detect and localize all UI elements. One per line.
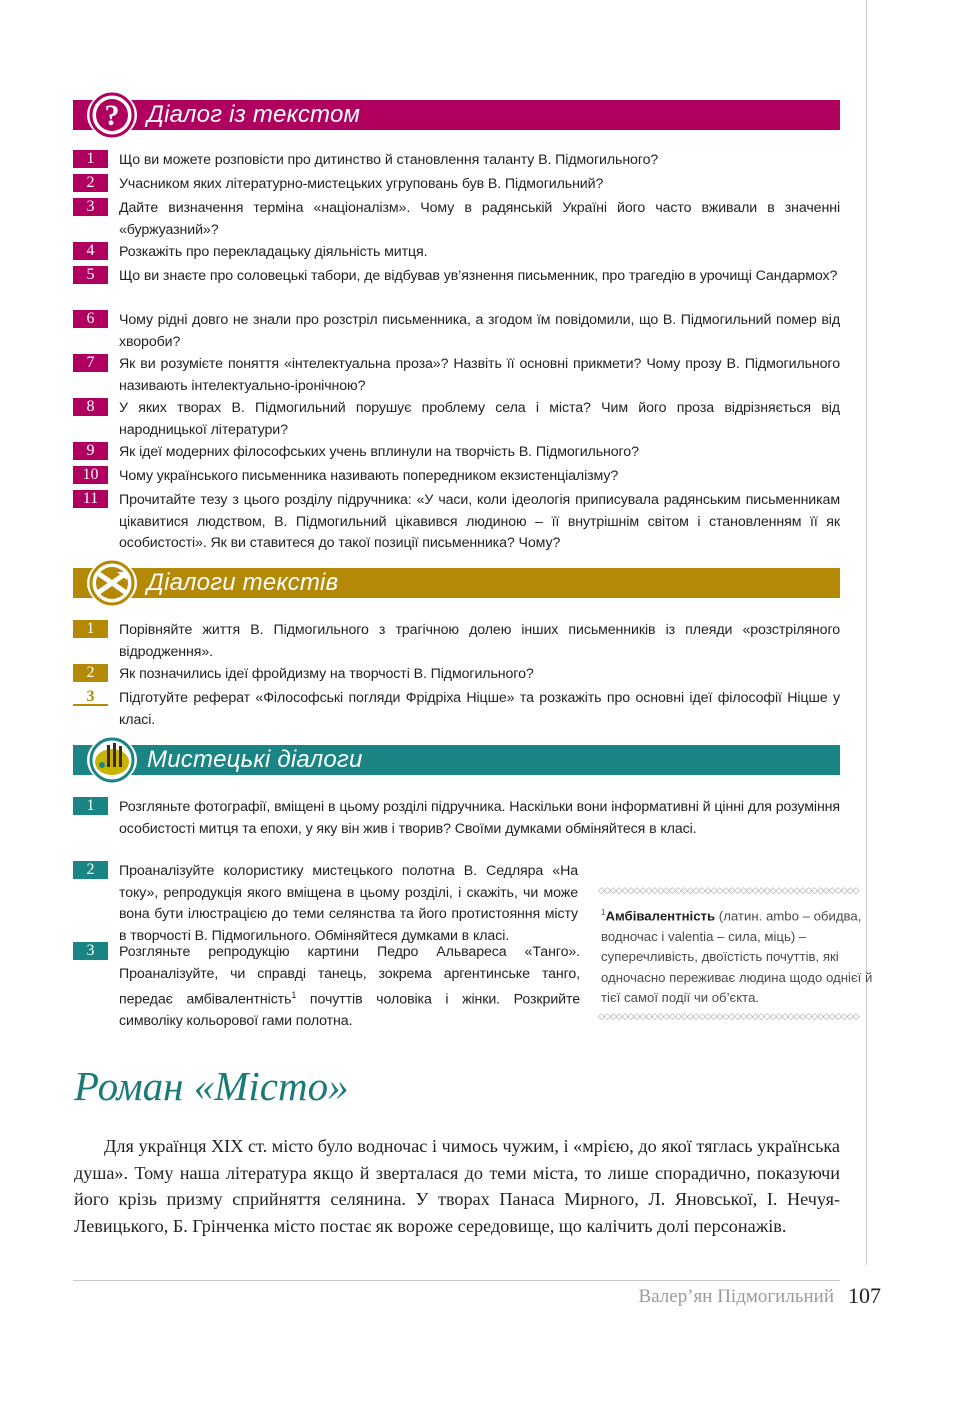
question-item xyxy=(73,310,840,353)
page-number: 107 xyxy=(848,1283,881,1308)
question-item xyxy=(73,242,840,264)
question-item xyxy=(73,490,840,555)
question-text: Проаналізуйте колористику мистецького полотна В. Седляра «На току», репродукція якого вміщена в цьому розділі, і скажіть, чи може вона бути ілюстрацією до теми селянства та його протистояння місту в творчості В. Підмогильного. Обміняйтеся думками в класі. xyxy=(119,861,840,947)
question-item xyxy=(73,354,840,397)
question-number: 5 xyxy=(73,266,108,284)
question-text: Прочитайте тезу з цього розділу підручника: «У часи, коли ідеологія приписувала радянським письменникам цікавитися людством, В. Підмогильний цікавився людиною – її внутрішнім світом і становленням її як особистості». Як ви ставитеся до такої позиції письменника? Чому? xyxy=(119,492,840,551)
question-item xyxy=(73,442,840,464)
question-item xyxy=(73,266,840,288)
question-item xyxy=(73,150,840,172)
body-paragraph: Для українця XIX ст. місто було водночас і чимось чужим, і «мрією, до якої тяглась українська душа». Тому наша література якщо й зверталася до теми міста, то лише спорадично, показуючи його крізь призму сприйняття селянина. У творах Панаса Мирного, Л. Яновської, І. Нечуя-Левицького, Б. Грінченка місто постає як вороже середовище, що калічить долі персонажів. xyxy=(74,1136,840,1236)
margin-rule xyxy=(866,0,867,1265)
question-item xyxy=(73,466,840,488)
footnote-box xyxy=(598,887,884,1021)
question-text: Чому українського письменника називають попередником екзистенціалізму? xyxy=(119,468,619,484)
section-band-dialog-with-text xyxy=(73,100,840,130)
question-number: 4 xyxy=(73,242,108,260)
question-mark-icon xyxy=(87,92,137,138)
footnote-mark: 1 xyxy=(601,908,606,917)
question-item xyxy=(73,942,580,1033)
question-text: Що ви знаєте про соловецькі табори, де відбував ув’язнення письменник, про трагедію в урочищі Сандармох? xyxy=(119,268,838,284)
question-text-part: Розгляньте репродукцію картини Педро Альвареса «Танго». Проаналізуйте, чи справді танець, зокрема аргентинське танго, передає амбівалентність xyxy=(119,944,580,1008)
section-band-dialogs-of-texts xyxy=(73,568,840,598)
question-number: 11 xyxy=(73,490,108,508)
question-text: Як позначились ідеї фройдизму на творчості В. Підмогильного? xyxy=(119,666,534,682)
question-number: 7 xyxy=(73,354,108,372)
question-text: Дайте визначення терміна «націоналізм». Чому в радянській Україні його часто вживали в значенні «буржуазний»? xyxy=(119,200,840,238)
palette-brushes-icon xyxy=(87,737,137,783)
section-title: Діалог із текстом xyxy=(147,101,361,128)
question-text: Що ви можете розповісти про дитинство й становлення таланту В. Підмогильного? xyxy=(119,152,659,168)
footnote-reference[interactable]: 1 xyxy=(291,990,297,1000)
footer-rule xyxy=(73,1280,840,1281)
question-number: 3 xyxy=(73,688,108,706)
question-number: 1 xyxy=(73,797,108,815)
question-item xyxy=(73,198,840,241)
section-band-art-dialogs xyxy=(73,745,840,775)
question-item xyxy=(73,664,840,686)
running-footer-author: Валер’ян Підмогильний xyxy=(638,1286,834,1307)
question-number: 8 xyxy=(73,398,108,416)
question-item xyxy=(73,398,840,441)
question-number: 2 xyxy=(73,174,108,192)
question-text: Як ви розумієте поняття «інтелектуальна проза»? Назвіть її основні прикмети? Чому прозу В. Підмогильного називають інтелектуально-іронічною? xyxy=(119,356,840,394)
footnote-text xyxy=(601,903,879,1008)
question-item xyxy=(73,797,840,840)
question-number: 9 xyxy=(73,442,108,460)
question-text: У яких творах В. Підмогильний порушує проблему села і міста? Чим його проза відрізняється від народницької літератури? xyxy=(119,400,840,438)
zigzag-border-top: ◇◇◇◇◇◇◇◇◇◇◇◇◇◇◇◇◇◇◇◇◇◇◇◇◇◇◇◇◇◇◇◇◇◇◇◇◇◇◇◇◇◇◇◇ xyxy=(598,887,859,895)
question-text: Підготуйте реферат «Філософські погляди Фрідріха Ніцше» та розкажіть про основні ідеї філософії Ніцше у класі. xyxy=(119,690,840,728)
question-number: 6 xyxy=(73,310,108,328)
question-text: Розгляньте фотографії, вміщені в цьому розділі підручника. Наскільки вони інформативні й цінні для розуміння особистості митця та епохи, у яку він жив і творив? Своїми думками обміняйтеся в класі. xyxy=(119,799,840,837)
zigzag-border-bottom: ◇◇◇◇◇◇◇◇◇◇◇◇◇◇◇◇◇◇◇◇◇◇◇◇◇◇◇◇◇◇◇◇◇◇◇◇◇◇◇◇◇◇◇◇ xyxy=(598,1013,859,1021)
question-text: Чому рідні довго не знали про розстріл письменника, а згодом їм повідомили, що В. Підмогильний помер від хвороби? xyxy=(119,312,840,350)
svg-text:?: ? xyxy=(104,99,120,132)
question-item xyxy=(73,620,840,663)
question-text: Учасником яких літературно-мистецьких угруповань був В. Підмогильний? xyxy=(119,176,604,192)
question-number: 2 xyxy=(73,861,108,879)
footnote-definition: (латин. ambo – обидва, водночас і valentia – сила, міць) – суперечливість, двоїстість почуттів, які одночасно переживає людина щодо однієї й тієї самої події чи об’єкта. xyxy=(601,908,873,1006)
question-item xyxy=(73,688,840,731)
question-number: 2 xyxy=(73,664,108,682)
question-number: 1 xyxy=(73,150,108,168)
question-text xyxy=(119,942,580,1033)
question-item xyxy=(73,174,840,196)
question-number: 1 xyxy=(73,620,108,638)
crossed-arrows-icon xyxy=(87,560,137,606)
question-number: 3 xyxy=(73,198,108,216)
section-title: Діалоги текстів xyxy=(147,569,339,596)
question-text: Як ідеї модерних філософських учень вплинули на творчість В. Підмогильного? xyxy=(119,444,639,460)
question-number: 3 xyxy=(73,942,108,960)
question-text: Розкажіть про перекладацьку діяльність митця. xyxy=(119,244,428,260)
section-title: Мистецькі діалоги xyxy=(147,746,363,773)
question-text-part: почуттів чоловіка і жінки. Розкрийте символіку кольорової гами полотна. xyxy=(119,991,580,1030)
question-number: 10 xyxy=(73,466,108,484)
chapter-heading: Роман «Місто» xyxy=(74,1063,349,1109)
footnote-term: Амбівалентність xyxy=(605,908,716,924)
question-text: Порівняйте життя В. Підмогильного з трагічною долею інших письменників із плеяди «розстріляного відродження». xyxy=(119,622,840,660)
